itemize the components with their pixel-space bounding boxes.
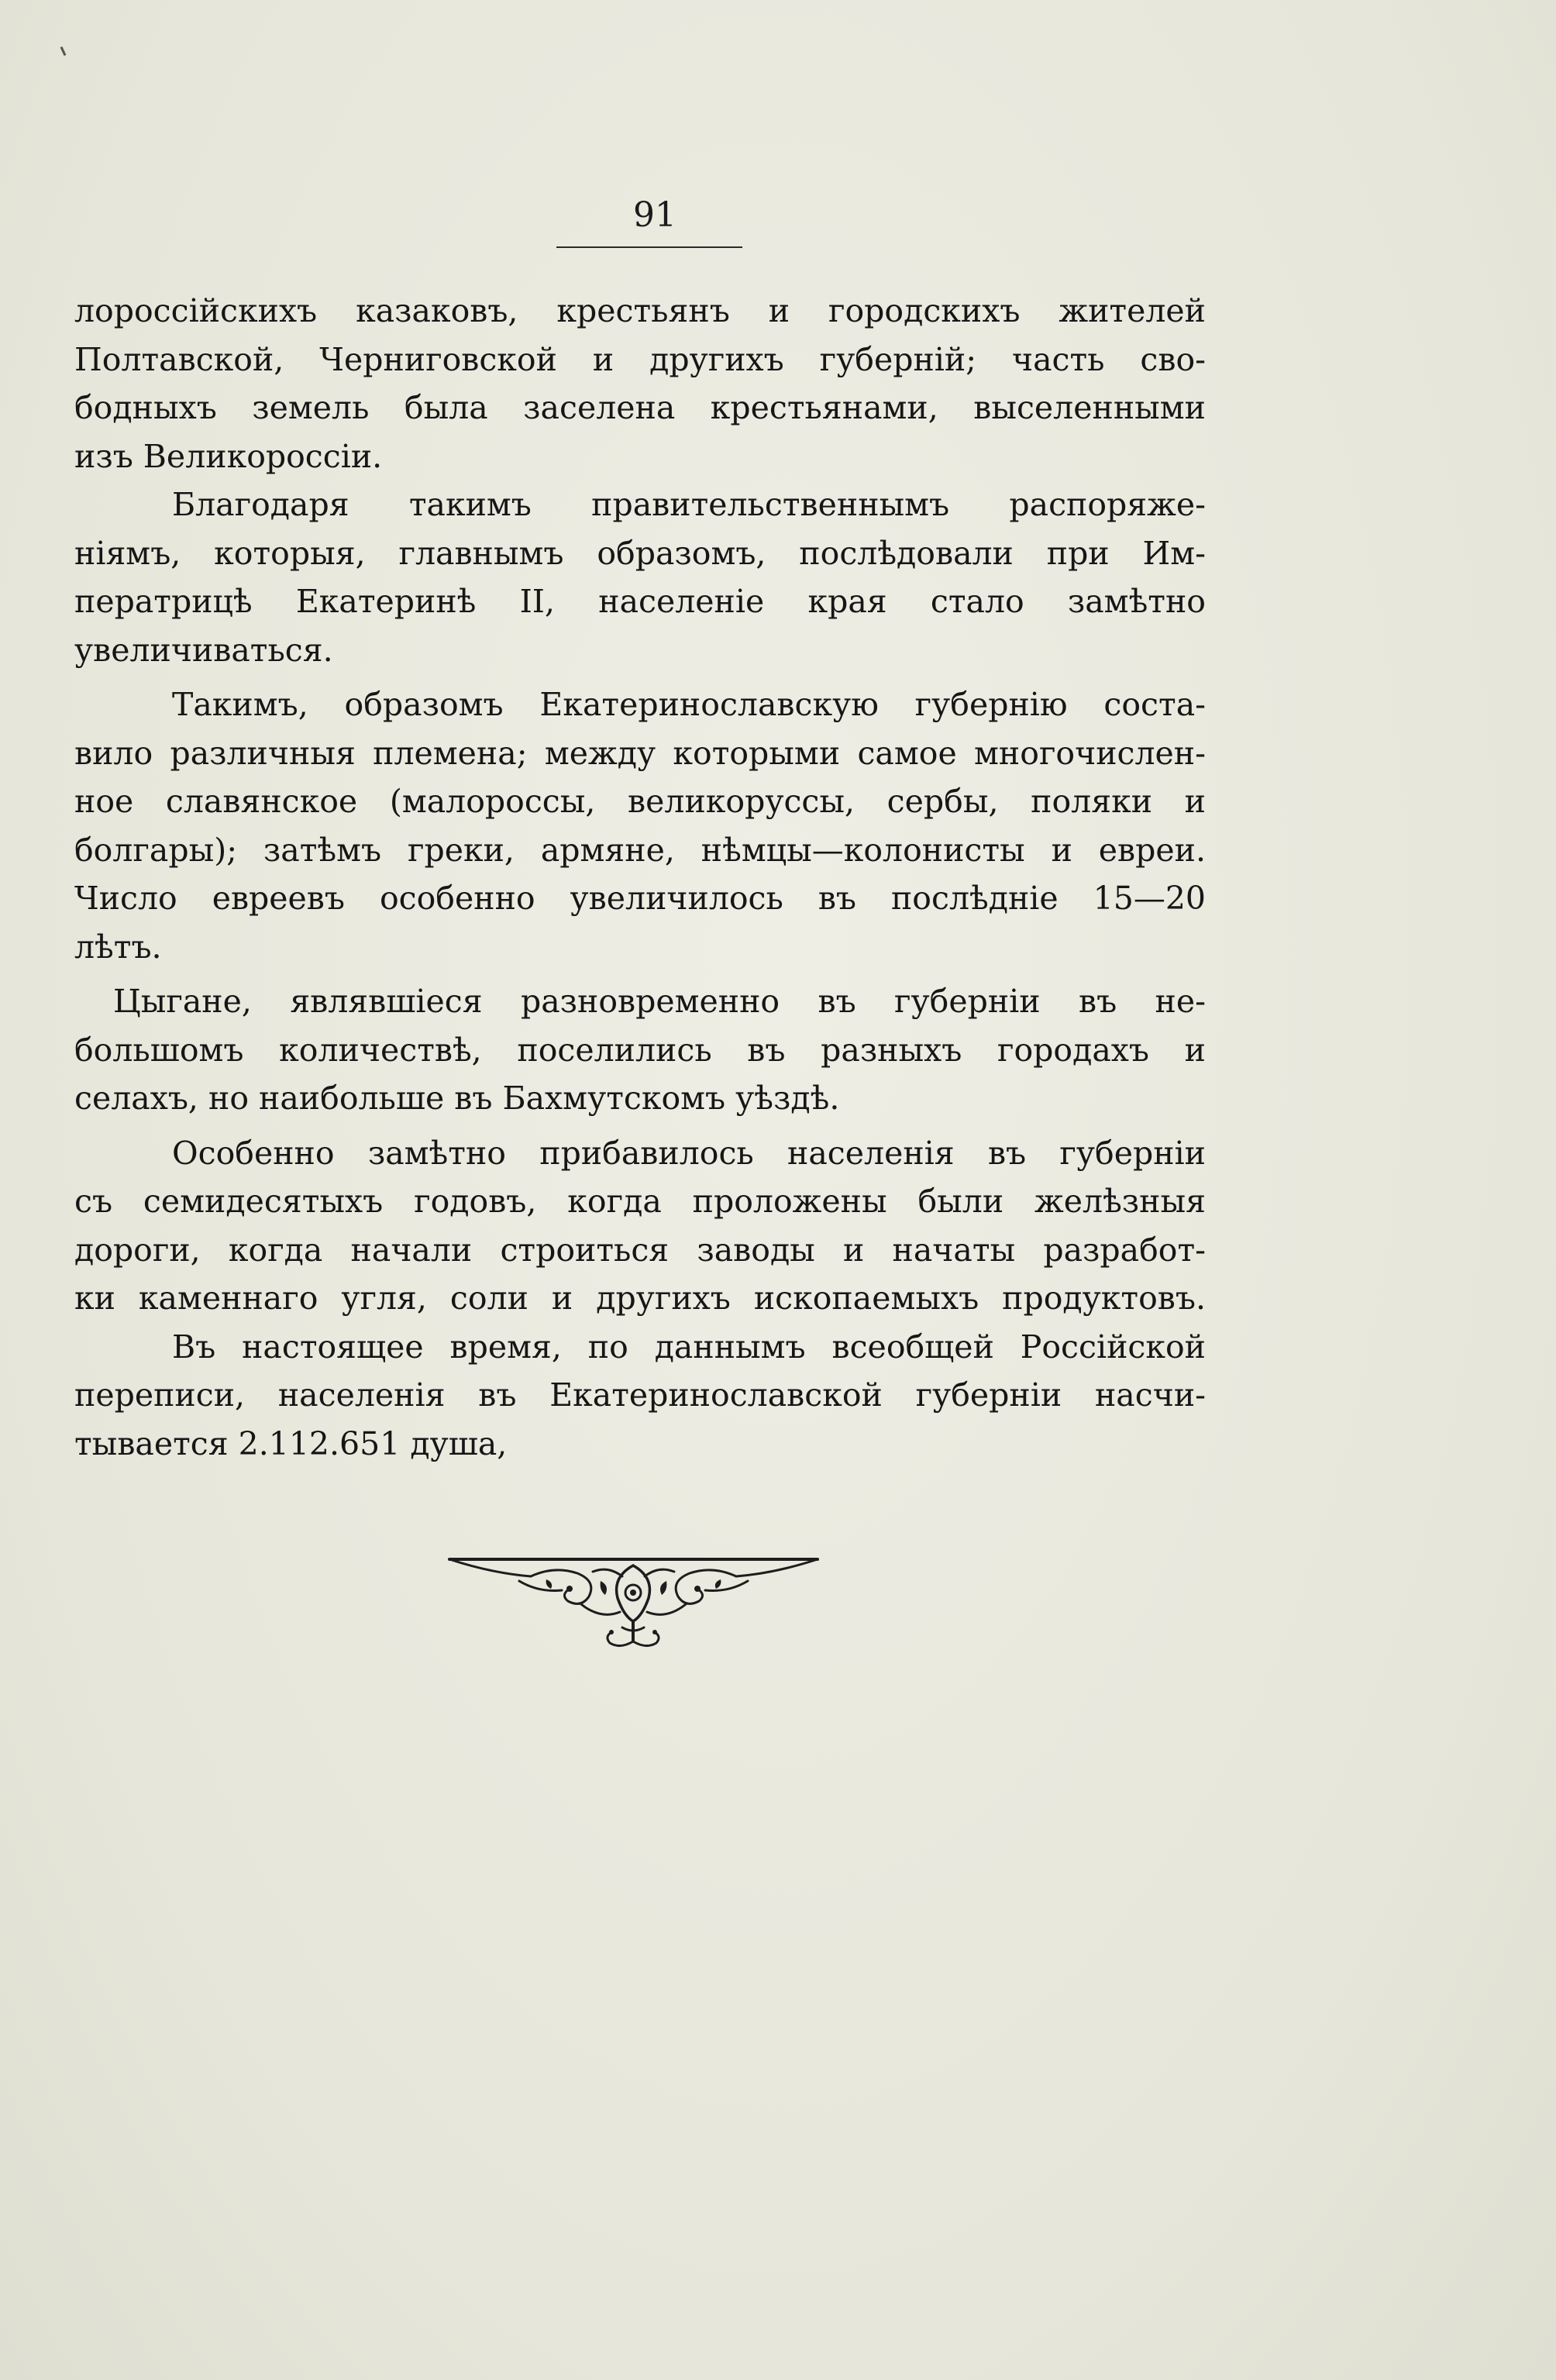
text-line: дороги, когда начали строиться заводы и начаты разработ-: [74, 1231, 1206, 1269]
text-line: ператрицѣ Екатеринѣ II, населеніе края стало замѣтно: [74, 583, 1206, 620]
text-line: Число евреевъ особенно увеличилось въ послѣдніе 15—20: [74, 880, 1206, 917]
text-line: Полтавской, Черниговской и другихъ губерній; часть сво-: [74, 340, 1206, 378]
text-line: бодныхъ земель была заселена крестьянами, выселенными: [74, 389, 1206, 426]
page-number: 91: [633, 195, 676, 235]
text-line: селахъ, но наибольше въ Бахмутскомъ уѣздѣ.: [74, 1080, 840, 1117]
text-line: вило различныя племена; между которыми самое многочислен-: [74, 734, 1206, 772]
text-line: увеличиваться.: [74, 631, 333, 669]
text-line: переписи, населенія въ Екатеринославской губерніи насчи-: [74, 1376, 1206, 1414]
text-line: Цыгане, являвшіеся разновременно въ губерніи въ не-: [113, 983, 1206, 1020]
text-line: ки каменнаго угля, соли и другихъ ископаемыхъ продуктовъ.: [74, 1280, 1206, 1317]
text-line: лѣтъ.: [74, 928, 162, 966]
text-line: изъ Великороссіи.: [74, 437, 383, 475]
text-line: ное славянское (малороссы, великоруссы, сербы, поляки и: [74, 783, 1206, 820]
text-line: съ семидесятыхъ годовъ, когда проложены были желѣзныя: [74, 1183, 1206, 1220]
text-line: болгары); затѣмъ греки, армяне, нѣмцы—колонисты и евреи.: [74, 831, 1206, 869]
header-rule: [556, 246, 742, 248]
text-line: тывается 2.112.651 душа,: [74, 1424, 508, 1462]
text-line: Въ настоящее время, по даннымъ всеобщей Россійской: [172, 1328, 1206, 1366]
text-line: ніямъ, которыя, главнымъ образомъ, послѣдовали при Им-: [74, 534, 1206, 572]
text-line: Благодаря такимъ правительственнымъ распоряже-: [172, 486, 1206, 523]
text-line: Особенно замѣтно прибавилось населенія въ губерніи: [172, 1134, 1206, 1172]
print-speck: [60, 46, 67, 56]
text-line: лороссійскихъ казаковъ, крестьянъ и городскихъ жителей: [74, 292, 1206, 329]
vignette-ornament-icon: [446, 1550, 821, 1655]
text-line: Такимъ, образомъ Екатеринославскую губернію соста-: [172, 686, 1206, 723]
text-line: большомъ количествѣ, поселились въ разныхъ городахъ и: [74, 1031, 1206, 1069]
body-text: [74, 287, 1206, 1468]
